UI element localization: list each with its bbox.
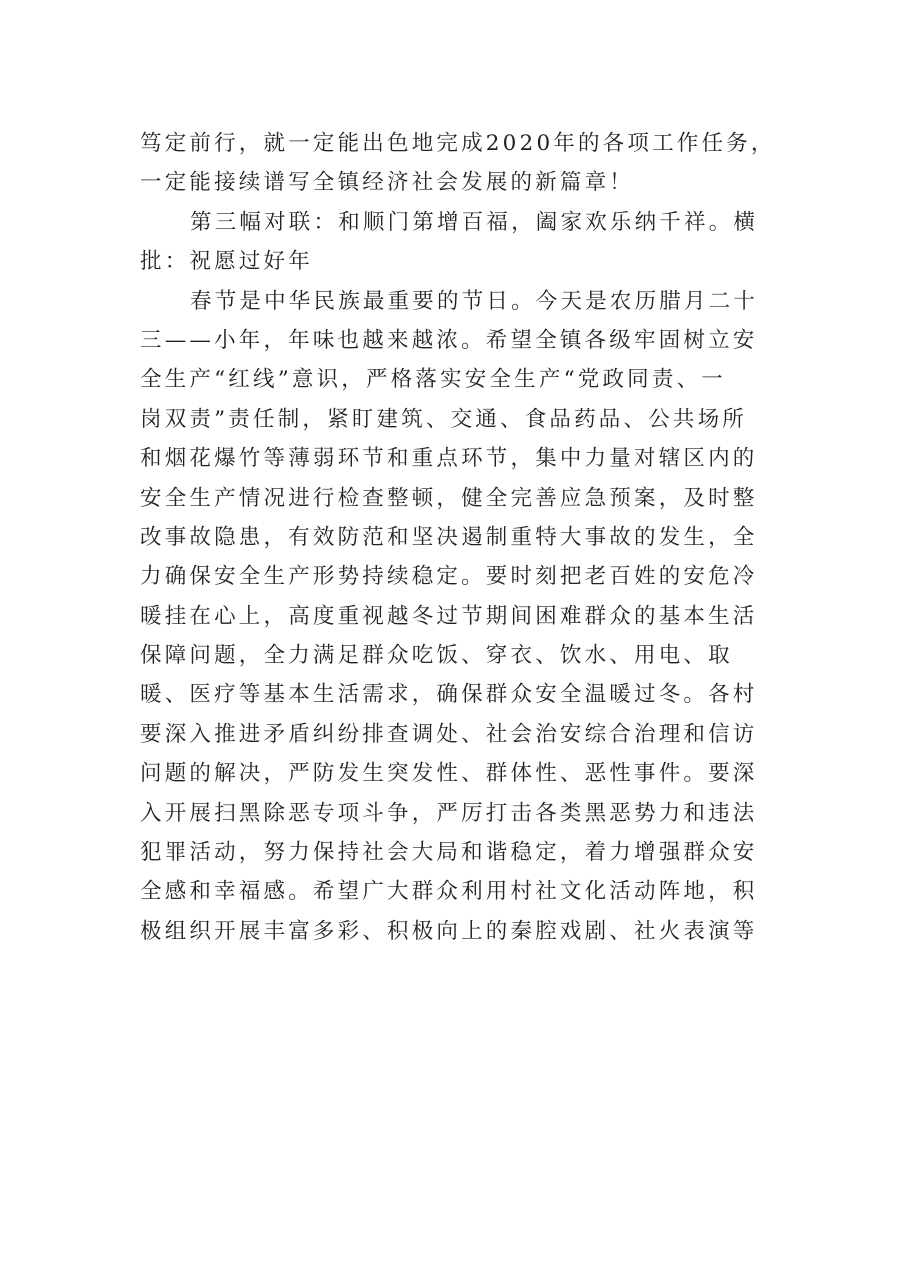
text-line: 全感和幸福感。希望广大群众利用村社文化活动阵地，积 [140,879,758,905]
text-line: 第三幅对联：和顺门第增百福，阖家欢乐纳千祥。横 [190,209,759,235]
text-line: 暖挂在心上，高度重视越冬过节期间困难群众的基本生活 [140,603,758,629]
text-line: 全生产“红线”意识，严格落实安全生产“党政同责、一 [140,367,726,393]
text-line: 保障问题，全力满足群众吃饭、穿衣、饮水、用电、取 [140,643,733,669]
text-line: 暖、医疗等基本生活需求，确保群众安全温暖过冬。各村 [140,682,758,708]
paragraph-p3 [140,282,772,952]
text-line: 改事故隐患，有效防范和坚决遏制重特大事故的发生，全 [140,524,758,550]
text-line: 和烟花爆竹等薄弱环节和重点环节，集中力量对辖区内的 [140,446,758,472]
text-line: 力确保安全生产形势持续稳定。要时刻把老百姓的安危冷 [140,564,758,590]
text-line: 犯罪活动，努力保持社会大局和谐稳定，着力增强群众安 [140,840,758,866]
text-line: 批：祝愿过好年 [140,249,313,275]
document-body [140,124,776,951]
text-line: 极组织开展丰富多彩、积极向上的秦腔戏剧、社火表演等 [140,918,758,944]
text-line: 入开展扫黑除恶专项斗争，严厉打击各类黑恶势力和违法 [140,800,758,826]
text-line: 问题的解决，严防发生突发性、群体性、恶性事件。要深 [140,761,758,787]
paragraph-p2 [140,203,772,282]
text-line: 一定能接续谱写全镇经济社会发展的新篇章！ [140,170,635,196]
text-line: 岗双责”责任制，紧盯建筑、交通、食品药品、公共场所 [140,406,747,432]
text-line: 春节是中华民族最重要的节日。今天是农历腊月二十 [190,288,759,314]
text-line: 笃定前行，就一定能出色地完成2020年的各项工作任务， [140,131,776,156]
text-line: 三——小年，年味也越来越浓。希望全镇各级牢固树立安 [140,327,758,353]
paragraph-p1 [140,124,776,203]
text-line: 安全生产情况进行检查整顿，健全完善应急预案，及时整 [140,485,758,511]
text-line: 要深入推进矛盾纠纷排查调处、社会治安综合治理和信访 [140,721,758,747]
